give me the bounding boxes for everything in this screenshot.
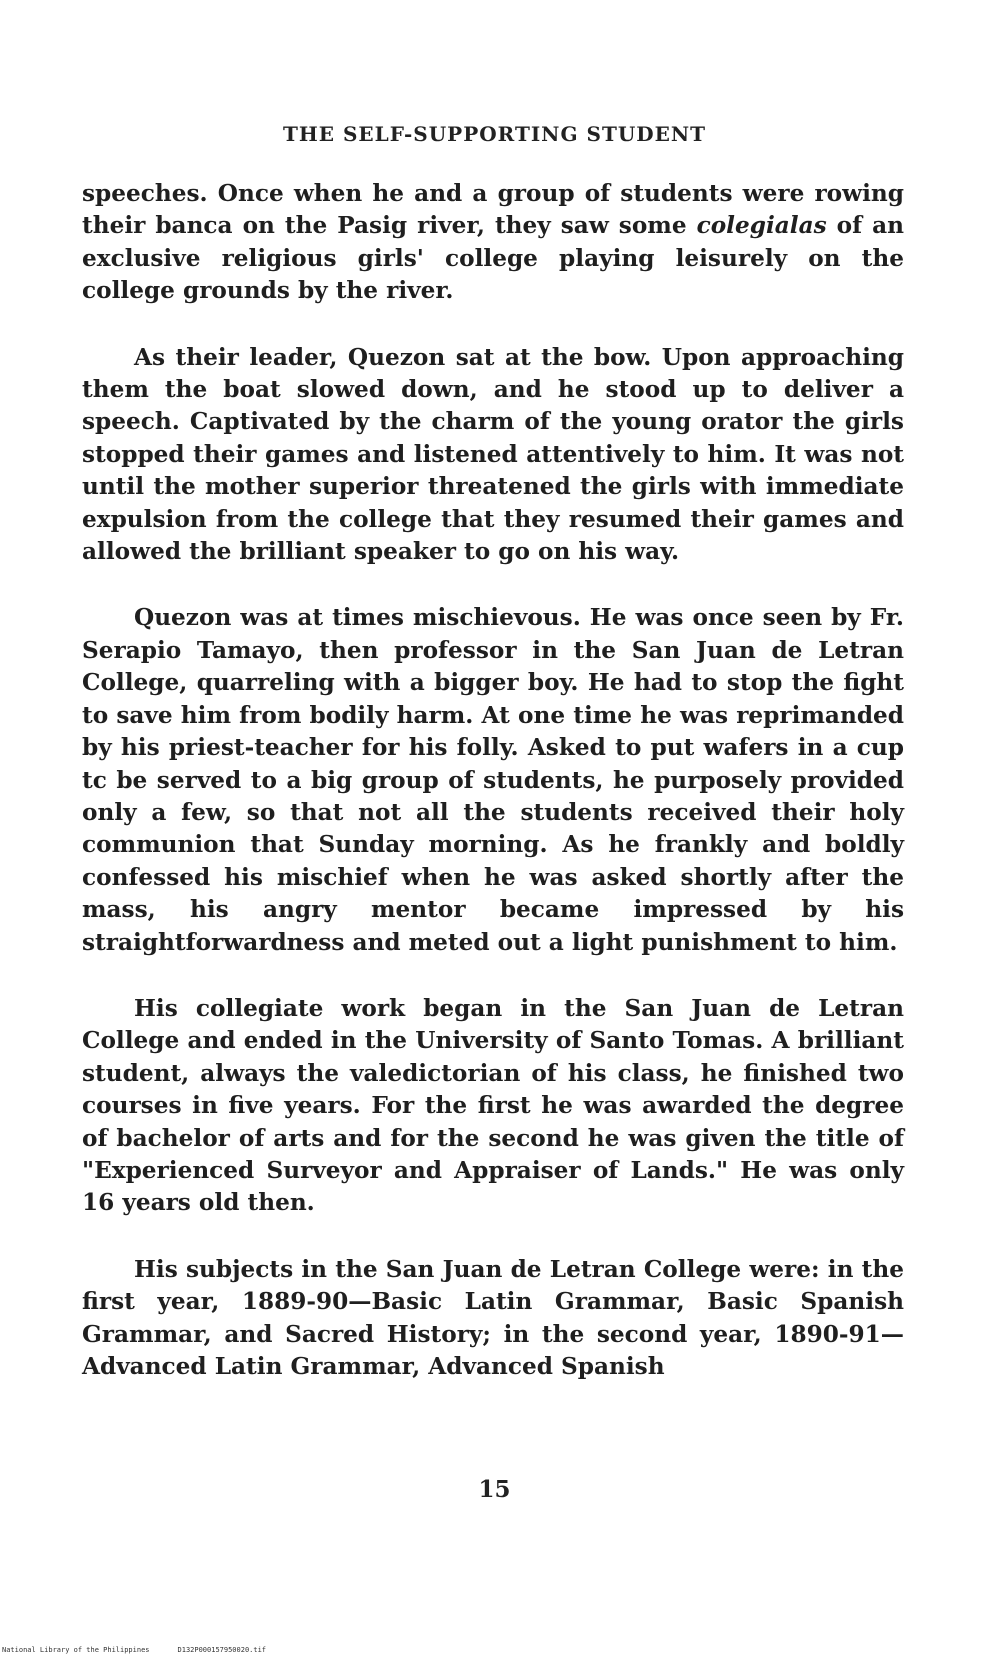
footer-library: National Library of the Philippines [2, 1646, 150, 1654]
paragraph-2: As their leader, Quezon sat at the bow. Upon approaching them the boat slowed down, and he stood up to deliver a speech. Captivated by the charm of the young orator the girls stopped their games and listened attentively to him. It was not until the mother superior threatened the girls with immediate expulsion from the college that they resumed their games and allowed the brilliant speaker to go on his way. [82, 343, 904, 566]
running-head: THE SELF-SUPPORTING STUDENT [282, 122, 707, 146]
paragraph-1-italic-term: colegialas [696, 212, 827, 240]
scan-footer [2, 1646, 266, 1654]
footer-file-id: D132P000157950020.tif [177, 1646, 267, 1654]
paragraph-4: His collegiate work began in the San Juan de Letran College and ended in the University of Santo Tomas. A brilliant student, always the valedictorian of his class, he finished two courses in five years. For the first he was awarded the degree of bachelor of arts and for the second he was given the title of "Experienced Surveyor and Appraiser of Lands." He was only 16 years old then. [82, 994, 904, 1217]
paragraph-5: His subjects in the San Juan de Letran College were: in the first year, 1889-90—Basic Latin Grammar, Basic Spanish Grammar, and Sacred History; in the second year, 1890-91—Advanced Latin Grammar, Advanced Spanish [82, 1255, 904, 1380]
page-number: 15 [478, 1476, 511, 1503]
paragraph-1-tail: of an exclusive religious girls' college playing leisurely on the college grounds by the river. [82, 212, 904, 305]
paragraph-1-lead: speeches. Once when he and a group of students were rowing their banca on the Pasig river, they saw some [82, 180, 904, 240]
paragraph-1 [82, 178, 904, 308]
paragraph-3: Quezon was at times mischievous. He was once seen by Fr. Serapio Tamayo, then professor in the San Juan de Letran College, quarreling with a bigger boy. He had to stop the fight to save him from bodily harm. At one time he was reprimanded by his priest-teacher for his folly. Asked to put wafers in a cup tc be served to a big group of students, he purposely provided only a few, so that not all the students received their holy communion that Sunday morning. As he frankly and boldly confessed his mischief when he was asked shortly after the mass, his angry mentor became impressed by his straightforwardness and meted out a light punishment to him. [82, 604, 904, 956]
body-text [82, 178, 904, 1417]
